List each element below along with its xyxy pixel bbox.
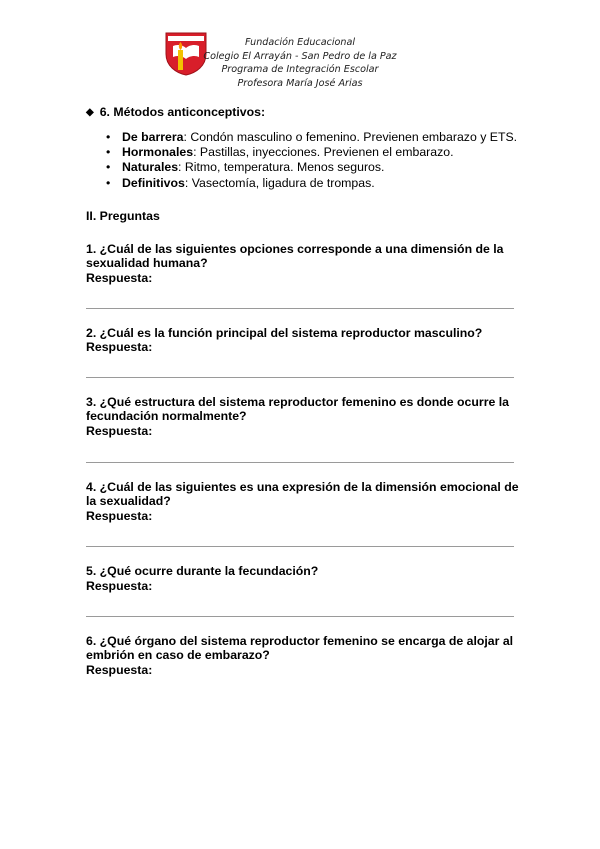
answer-label: Respuesta: xyxy=(86,423,153,438)
document-body xyxy=(86,104,520,677)
contraceptive-methods-list xyxy=(86,130,520,191)
question-6 xyxy=(86,634,520,678)
method-description: : Condón masculino o femenino. Previenen embarazo y ETS. xyxy=(183,130,518,144)
answer-line-4[interactable] xyxy=(86,546,514,547)
diamond-bullet-icon: ◆ xyxy=(86,106,94,118)
answer-label: Respuesta: xyxy=(86,578,153,593)
question-1 xyxy=(86,242,520,286)
method-term: Definitivos xyxy=(122,175,185,190)
list-item xyxy=(106,160,520,175)
answer-line-2[interactable] xyxy=(86,377,514,378)
header-block xyxy=(200,36,400,90)
question-text: 3. ¿Qué estructura del sistema reproductor femenino es donde ocurre la xyxy=(86,394,509,409)
section-6-title: 6. Métodos anticonceptivos: xyxy=(99,105,266,119)
section-6-heading xyxy=(86,104,520,120)
list-item xyxy=(106,176,520,191)
bullet-icon: • xyxy=(106,175,111,190)
question-text-cont: la sexualidad? xyxy=(86,494,171,509)
answer-label: Respuesta: xyxy=(86,508,153,523)
question-text: 1. ¿Cuál de las siguientes opciones corresponde a una dimensión de la xyxy=(86,241,504,256)
question-text-cont: fecundación normalmente? xyxy=(86,409,247,424)
list-item xyxy=(106,130,520,145)
header-foundation: Fundación Educacional xyxy=(244,37,356,48)
bullet-icon: • xyxy=(106,145,111,160)
header-school: Colegio El Arrayán - San Pedro de la Paz xyxy=(203,50,397,62)
method-description: : Vasectomía, ligadura de trompas. xyxy=(184,175,375,190)
answer-label: Respuesta: xyxy=(86,662,153,677)
section-2-title: II. Preguntas xyxy=(86,208,160,223)
question-4 xyxy=(86,480,520,524)
method-term: Hormonales xyxy=(122,145,194,160)
answer-label: Respuesta: xyxy=(86,271,153,285)
answer-line-5[interactable] xyxy=(86,616,514,617)
method-term: De barrera xyxy=(122,130,184,144)
question-text: 6. ¿Qué órgano del sistema reproductor femenino se encarga de alojar al xyxy=(86,633,514,648)
question-text-cont: sexualidad humana? xyxy=(86,256,208,271)
method-description: : Ritmo, temperatura. Menos seguros. xyxy=(178,160,385,175)
answer-label: Respuesta: xyxy=(86,340,153,355)
question-text-cont: embrión en caso de embarazo? xyxy=(86,648,270,663)
answer-line-1[interactable] xyxy=(86,308,514,309)
method-description: : Pastillas, inyecciones. Previenen el embarazo. xyxy=(193,145,454,160)
bullet-icon: • xyxy=(106,160,111,175)
question-2 xyxy=(86,326,520,355)
method-term: Naturales xyxy=(122,160,179,175)
list-item xyxy=(106,145,520,160)
question-text: 2. ¿Cuál es la función principal del sistema reproductor masculino? xyxy=(86,325,483,340)
bullet-icon: • xyxy=(106,130,111,144)
question-text: 5. ¿Qué ocurre durante la fecundación? xyxy=(86,564,319,579)
answer-line-3[interactable] xyxy=(86,462,514,463)
header-teacher: Profesora María José Arias xyxy=(237,77,363,89)
header-program: Programa de Integración Escolar xyxy=(221,64,379,76)
question-5 xyxy=(86,564,520,593)
question-text: 4. ¿Cuál de las siguientes es una expresión de la dimensión emocional de xyxy=(86,479,519,494)
question-3 xyxy=(86,395,520,439)
